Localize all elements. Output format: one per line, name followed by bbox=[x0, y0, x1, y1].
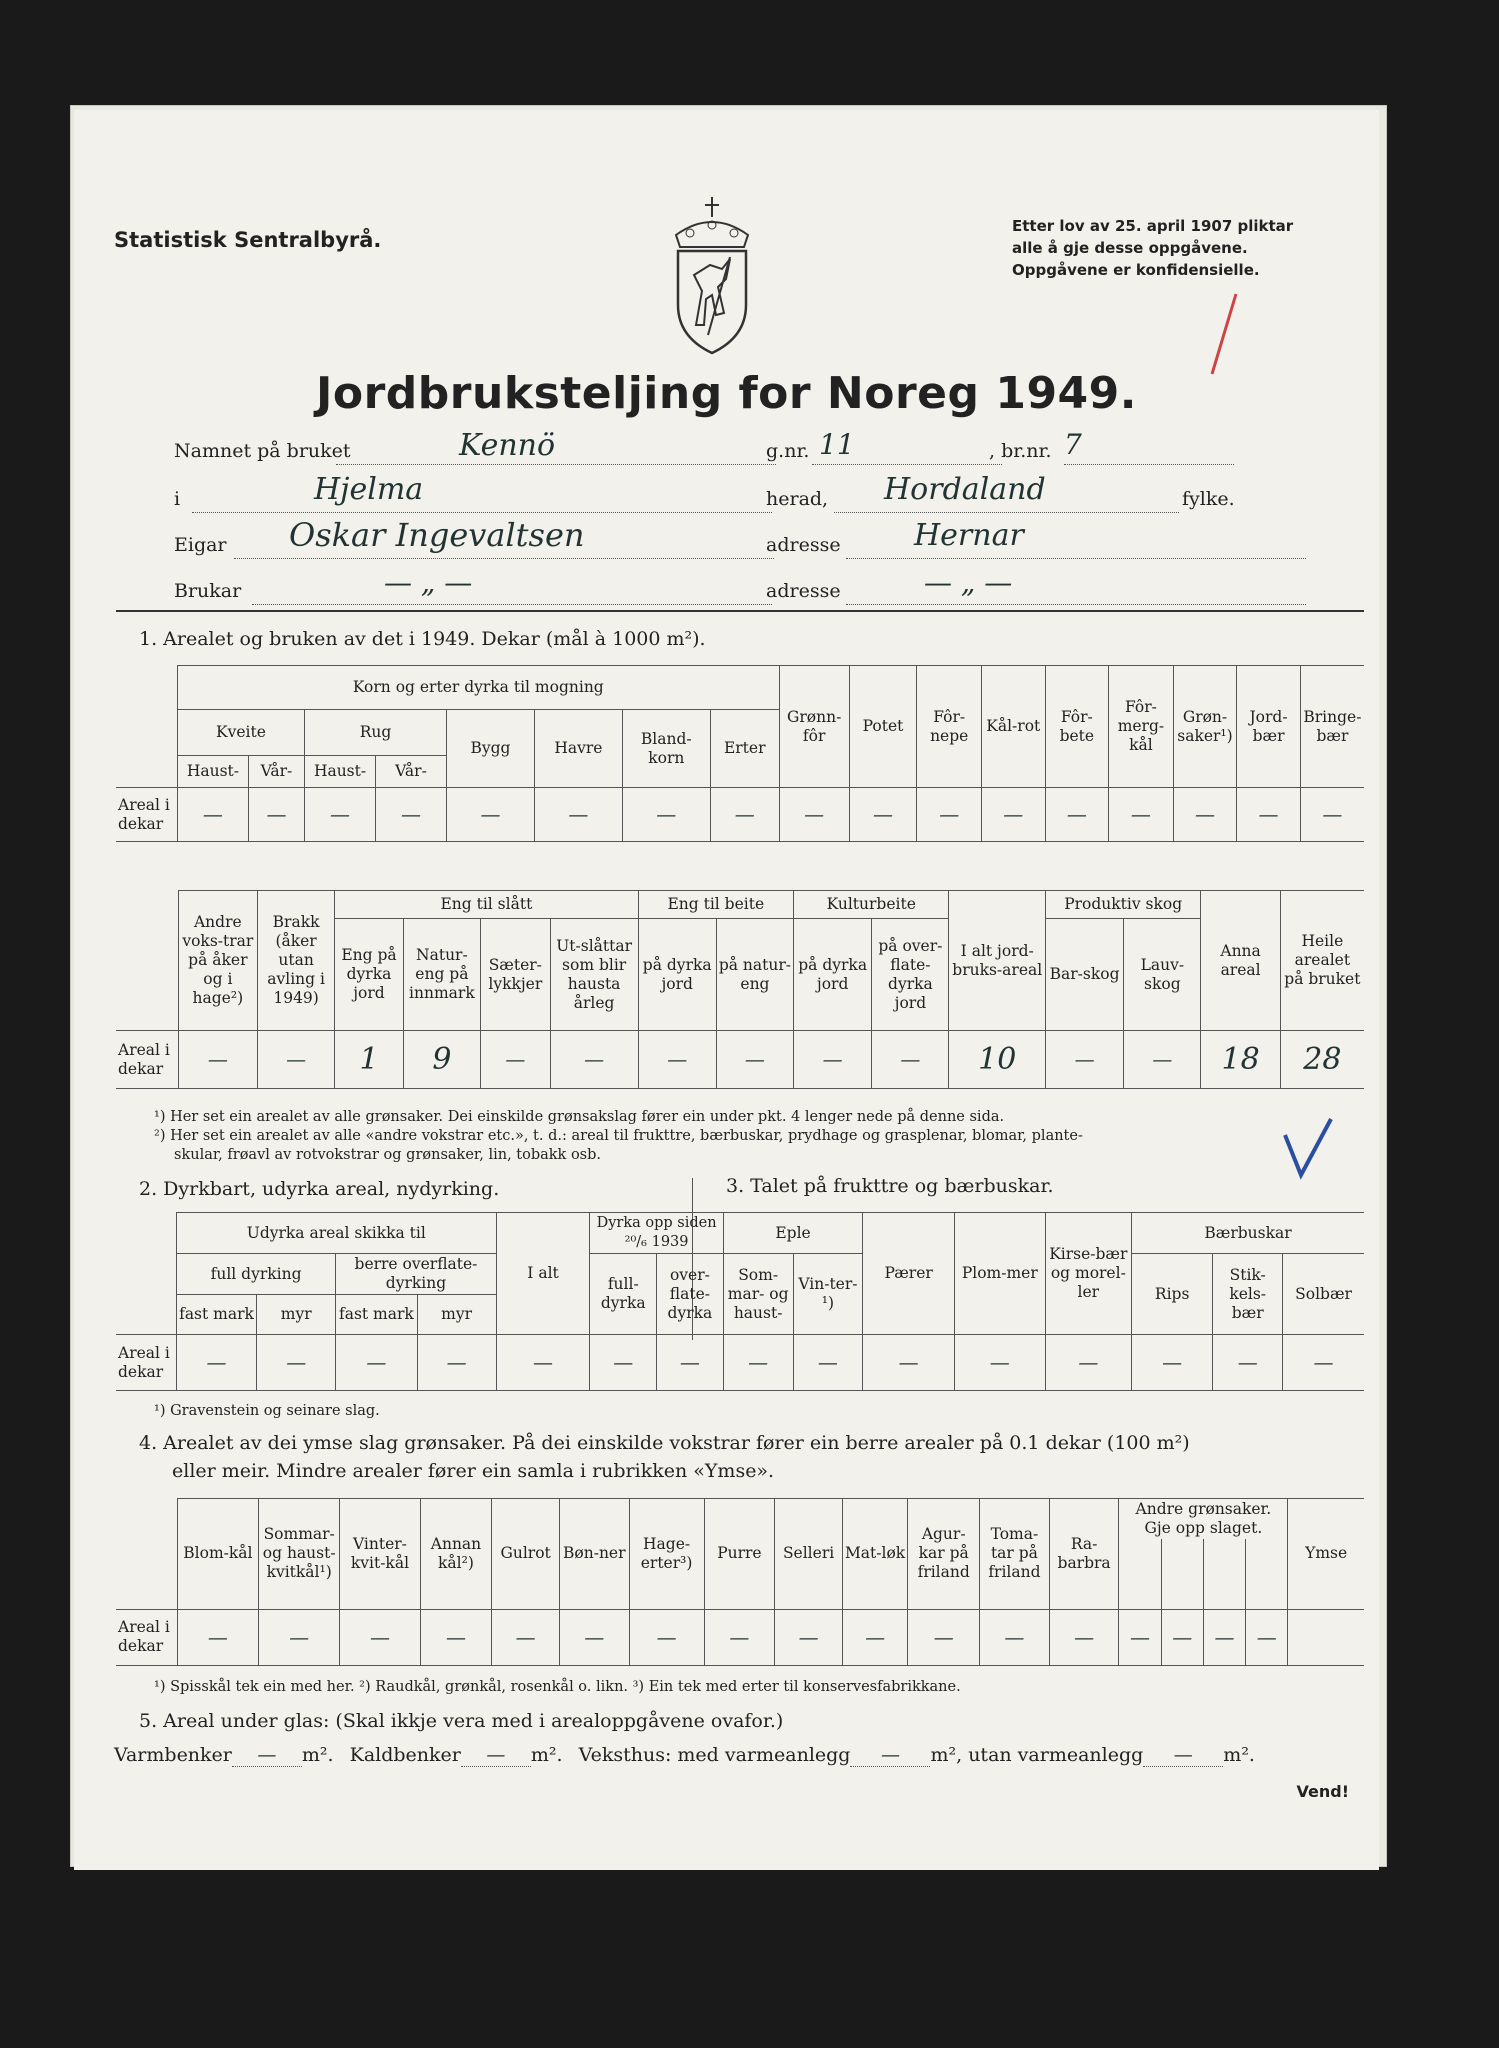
veksthus-utan-value: — bbox=[1143, 1744, 1223, 1767]
cell-value: — bbox=[842, 1609, 907, 1665]
cell-value: — bbox=[492, 1609, 560, 1665]
kaldbenker-label: Kaldbenker bbox=[349, 1744, 461, 1766]
col-sommar-kvitkal: Sommar-og haust-kvitkål¹) bbox=[259, 1499, 340, 1610]
cell-value: — bbox=[534, 788, 622, 842]
eigar-label: Eigar bbox=[174, 534, 227, 556]
cell-value: — bbox=[908, 1609, 980, 1665]
cell-value: — bbox=[257, 1335, 336, 1391]
col-kirsebaer: Kirse-bær og morel-ler bbox=[1045, 1213, 1131, 1335]
andre-gronsaker-header: Andre grønsaker. Gje opp slaget. bbox=[1119, 1499, 1288, 1540]
col-i-alt: I alt jord-bruks-areal bbox=[949, 891, 1045, 1031]
cell-value: — bbox=[1119, 1609, 1161, 1665]
i-label: i bbox=[174, 488, 181, 510]
bruk-field bbox=[336, 440, 776, 465]
brnr-field bbox=[1064, 440, 1234, 465]
footnote: ¹) Her set ein arealet av alle grønsaker. Dei einskilde grønsakslag fører ein under pkt. 4 lenger nede på denne sida. bbox=[154, 1109, 1005, 1125]
cell-value: — bbox=[1246, 1609, 1288, 1665]
brukar-value: — „ — bbox=[384, 566, 473, 599]
unit-m2: m². bbox=[301, 1744, 334, 1766]
section4-table bbox=[116, 1498, 1364, 1666]
col-bringebaer: Bringe-bær bbox=[1300, 666, 1364, 788]
col-kb-over: på over-flate-dyrka jord bbox=[872, 919, 949, 1031]
cell-value: — bbox=[417, 1335, 496, 1391]
col-eng-dyrka: Eng på dyrka jord bbox=[335, 919, 404, 1031]
col-myr: myr bbox=[417, 1295, 496, 1335]
col-blandkorn: Bland-korn bbox=[622, 710, 710, 788]
section4-heading: 4. Arealet av dei ymse slag grønsaker. På dei einskilde vokstrar fører ein berre arealer på 0.1 dekar (100 m²) bbox=[139, 1432, 1190, 1454]
section2-heading: 2. Dyrkbart, udyrka areal, nydyrking. bbox=[139, 1178, 500, 1200]
divider bbox=[116, 610, 1364, 612]
cell-value: — bbox=[1045, 788, 1109, 842]
herad-field bbox=[192, 488, 772, 513]
cell-value: — bbox=[723, 1335, 793, 1391]
cell-value: — bbox=[446, 788, 534, 842]
gnr-label: g.nr. bbox=[766, 440, 810, 462]
section1-table-land bbox=[116, 890, 1364, 1089]
col-sommar: Som-mar- og haust- bbox=[723, 1254, 793, 1335]
cell-value: — bbox=[176, 1335, 256, 1391]
col-vinter-kvitkal: Vinter-kvit-kål bbox=[340, 1499, 420, 1610]
cell-value: — bbox=[258, 1031, 335, 1089]
cell-value: — bbox=[704, 1609, 775, 1665]
adresse2-field bbox=[846, 580, 1306, 605]
col-gulrot: Gulrot bbox=[492, 1499, 560, 1610]
cell-value: — bbox=[622, 788, 710, 842]
blue-check-mark bbox=[1279, 1115, 1339, 1189]
cell-value: — bbox=[794, 1031, 872, 1089]
vend-note: Vend! bbox=[1296, 1782, 1349, 1801]
cell-value: — bbox=[1300, 788, 1364, 842]
col-hage-erter: Hage-erter³) bbox=[629, 1499, 704, 1610]
overflate-header: berre overflate-dyrking bbox=[336, 1254, 496, 1295]
col-selleri: Selleri bbox=[775, 1499, 843, 1610]
brnr-value: 7 bbox=[1064, 428, 1082, 461]
cell-value: — bbox=[1213, 1335, 1283, 1391]
cell-value: — bbox=[872, 1031, 949, 1089]
col-tomatar: Toma-tar på friland bbox=[980, 1499, 1050, 1610]
cell-value: — bbox=[420, 1609, 492, 1665]
cell-value: — bbox=[305, 788, 376, 842]
legal-notice bbox=[1012, 215, 1362, 281]
legal-notice-line: Etter lov av 25. april 1907 pliktar bbox=[1012, 217, 1294, 235]
cell-value: 10 bbox=[949, 1031, 1045, 1089]
col-fulldyrka: full-dyrka bbox=[590, 1254, 657, 1335]
cell-value: — bbox=[177, 1609, 258, 1665]
section5-heading: 5. Areal under glas: (Skal ikkje vera med i arealoppgåvene ovafor.) bbox=[139, 1710, 784, 1732]
col-forbete: Fôr-bete bbox=[1045, 666, 1109, 788]
col-fast-mark: fast mark bbox=[336, 1295, 417, 1335]
col-vinter: Vin-ter-¹) bbox=[793, 1254, 863, 1335]
col-solbaer: Solbær bbox=[1283, 1254, 1364, 1335]
full-dyrking-header: full dyrking bbox=[176, 1254, 335, 1295]
veksthus-label: Veksthus: med varmeanlegg bbox=[578, 1744, 851, 1766]
korn-header: Korn og erter dyrka til mogning bbox=[177, 666, 779, 710]
cell-value: — bbox=[376, 788, 447, 842]
cell-value: 28 bbox=[1280, 1031, 1364, 1089]
col-gronnfor: Grønn-fôr bbox=[779, 666, 849, 788]
col-beite-natur: på natur-eng bbox=[716, 919, 793, 1031]
col-kveite-haust: Haust- bbox=[177, 756, 248, 788]
gnr-value: 11 bbox=[819, 428, 855, 461]
cell-value: — bbox=[793, 1335, 863, 1391]
cell-value: — bbox=[550, 1031, 638, 1089]
cell-value: — bbox=[710, 788, 779, 842]
col-fast-mark: fast mark bbox=[176, 1295, 256, 1335]
cell-value: — bbox=[496, 1335, 590, 1391]
col-bygg: Bygg bbox=[446, 710, 534, 788]
veksthus-unit: m², utan varmeanlegg bbox=[930, 1744, 1144, 1766]
cell-value: — bbox=[775, 1609, 843, 1665]
cell-value: — bbox=[1132, 1335, 1213, 1391]
row-label-areal: Areal i dekar bbox=[116, 1609, 177, 1665]
bruk-value: Kennö bbox=[459, 428, 556, 463]
col-fornepe: Fôr-nepe bbox=[917, 666, 982, 788]
skog-header: Produktiv skog bbox=[1045, 891, 1200, 919]
cell-value: — bbox=[1161, 1609, 1203, 1665]
legal-notice-line: Oppgåvene er konfidensielle. bbox=[1012, 261, 1260, 279]
cell-value: — bbox=[1049, 1609, 1119, 1665]
col-blomkal: Blom-kål bbox=[177, 1499, 258, 1610]
page-title: Jordbruksteljing for Noreg 1949. bbox=[316, 368, 1137, 419]
col-kb-dyrka: på dyrka jord bbox=[794, 919, 872, 1031]
col-stikkelsbaer: Stik-kels-bær bbox=[1213, 1254, 1283, 1335]
coat-of-arms-icon bbox=[664, 195, 760, 359]
census-form bbox=[74, 110, 1379, 1870]
cell-value: 1 bbox=[335, 1031, 404, 1089]
cell-value: — bbox=[1045, 1031, 1123, 1089]
col-jordbaer: Jord-bær bbox=[1237, 666, 1301, 788]
col-plommer: Plom-mer bbox=[954, 1213, 1045, 1335]
adresse-label: adresse bbox=[766, 534, 841, 556]
cell-value: — bbox=[177, 788, 248, 842]
kaldbenker-value: — bbox=[461, 1744, 531, 1767]
cell-value: — bbox=[980, 1609, 1050, 1665]
brukar-field bbox=[252, 580, 772, 605]
cell-value: — bbox=[954, 1335, 1045, 1391]
footnote: skular, frøavl av rotvokstrar og grønsaker, lin, tobakk osb. bbox=[174, 1147, 602, 1163]
agency-name: Statistisk Sentralbyrå. bbox=[114, 228, 382, 252]
unit-m2: m². bbox=[530, 1744, 563, 1766]
cell-value: — bbox=[1045, 1335, 1131, 1391]
adresse-value: Hernar bbox=[914, 518, 1024, 553]
col-matlok: Mat-løk bbox=[842, 1499, 907, 1610]
cell-value: — bbox=[629, 1609, 704, 1665]
section5-row bbox=[114, 1744, 1255, 1767]
col-anna-areal: Anna areal bbox=[1201, 891, 1280, 1031]
section1-heading: 1. Arealet og bruken av det i 1949. Dekar (mål à 1000 m²). bbox=[139, 628, 706, 650]
cell-value: — bbox=[638, 1031, 716, 1089]
col-andre-vokstrar: Andre voks-trar på åker og i hage²) bbox=[178, 891, 257, 1031]
col-kveite: Kveite bbox=[177, 710, 304, 756]
eple-header: Eple bbox=[723, 1213, 863, 1254]
fylke-value: Hordaland bbox=[884, 472, 1046, 507]
legal-notice-line: alle å gje desse oppgåvene. bbox=[1012, 239, 1248, 257]
cell-value: — bbox=[590, 1335, 657, 1391]
col-rug-haust: Haust- bbox=[305, 756, 376, 788]
brnr-label: , br.nr. bbox=[989, 440, 1052, 462]
col-agurkar: Agur-kar på friland bbox=[908, 1499, 980, 1610]
col-ymse: Ymse bbox=[1288, 1499, 1364, 1610]
col-beite-dyrka: på dyrka jord bbox=[638, 919, 716, 1031]
herad-value: Hjelma bbox=[314, 472, 424, 507]
col-barskog: Bar-skog bbox=[1045, 919, 1123, 1031]
adresse2-value: — „ — bbox=[924, 566, 1013, 599]
eigar-value: Oskar Ingevaltsen bbox=[289, 516, 585, 554]
unit-m2: m². bbox=[1223, 1744, 1255, 1766]
cell-value: 18 bbox=[1201, 1031, 1280, 1089]
col-purre: Purre bbox=[704, 1499, 775, 1610]
veksthus-value: — bbox=[850, 1744, 930, 1767]
bruk-label: Namnet på bruket bbox=[174, 440, 351, 462]
cell-value: — bbox=[657, 1335, 724, 1391]
row-label-areal: Areal i dekar bbox=[116, 1031, 178, 1089]
col-potet: Potet bbox=[849, 666, 917, 788]
col-paerer: Pærer bbox=[863, 1213, 955, 1335]
cell-value bbox=[1288, 1609, 1364, 1665]
varmbenker-value: — bbox=[232, 1744, 302, 1767]
row-label-areal: Areal i dekar bbox=[116, 1335, 176, 1391]
section1-table-crops bbox=[116, 665, 1364, 842]
col-rabarbra: Ra-barbra bbox=[1049, 1499, 1119, 1610]
cell-value: — bbox=[1109, 788, 1174, 842]
col-havre: Havre bbox=[534, 710, 622, 788]
cell-value: — bbox=[1283, 1335, 1364, 1391]
col-rug-vaar: Vår- bbox=[376, 756, 447, 788]
col-rips: Rips bbox=[1132, 1254, 1213, 1335]
cell-value: — bbox=[1124, 1031, 1201, 1089]
kulturbeite-header: Kulturbeite bbox=[794, 891, 949, 919]
col-kalrot: Kål-rot bbox=[982, 666, 1046, 788]
col-naturleg: Natur-eng på innmark bbox=[403, 919, 480, 1031]
cell-value: — bbox=[480, 1031, 550, 1089]
col-lauvskog: Lauv-skog bbox=[1124, 919, 1201, 1031]
col-myr: myr bbox=[257, 1295, 336, 1335]
herad-label: herad, bbox=[766, 488, 829, 510]
col-brakk: Brakk (åker utan avling i 1949) bbox=[258, 891, 335, 1031]
row-label-areal: Areal i dekar bbox=[116, 788, 177, 842]
brukar-label: Brukar bbox=[174, 580, 242, 602]
col-formergkal: Fôr-merg-kål bbox=[1109, 666, 1174, 788]
cell-value: — bbox=[1173, 788, 1237, 842]
udyrka-header: Udyrka areal skikka til bbox=[176, 1213, 496, 1254]
cell-value: — bbox=[259, 1609, 340, 1665]
fylke-label: fylke. bbox=[1182, 488, 1235, 510]
cell-value: — bbox=[863, 1335, 955, 1391]
cell-value: — bbox=[178, 1031, 257, 1089]
cell-value: — bbox=[716, 1031, 793, 1089]
col-rug: Rug bbox=[305, 710, 447, 756]
section3-heading: 3. Talet på frukttre og bærbuskar. bbox=[726, 1175, 1054, 1197]
col-erter: Erter bbox=[710, 710, 779, 788]
col-annan-kal: Annan kål²) bbox=[420, 1499, 492, 1610]
cell-value: 9 bbox=[403, 1031, 480, 1089]
col-kveite-vaar: Vår- bbox=[248, 756, 304, 788]
dyrka-opp-header: Dyrka opp siden ²⁰/₆ 1939 bbox=[590, 1213, 723, 1254]
footnote: ¹) Spisskål tek ein med her. ²) Raudkål, grønkål, rosenkål o. likn. ³) Ein tek med erter til konservesfabrikkane. bbox=[154, 1679, 961, 1695]
eng-slatt-header: Eng til slått bbox=[335, 891, 638, 919]
col-overflatedyrka: over-flate-dyrka bbox=[657, 1254, 724, 1335]
adresse2-label: adresse bbox=[766, 580, 841, 602]
cell-value: — bbox=[982, 788, 1046, 842]
cell-value: — bbox=[917, 788, 982, 842]
col-i-alt: I alt bbox=[496, 1213, 590, 1335]
section4-heading-cont: eller meir. Mindre arealer fører ein samla i rubrikken «Ymse». bbox=[172, 1460, 775, 1482]
col-utslattar: Ut-slåttar som blir hausta årleg bbox=[550, 919, 638, 1031]
section2-3-table bbox=[116, 1212, 1364, 1391]
col-bonner: Bøn-ner bbox=[559, 1499, 629, 1610]
cell-value: — bbox=[1203, 1609, 1245, 1665]
cell-value: — bbox=[559, 1609, 629, 1665]
eng-beite-header: Eng til beite bbox=[638, 891, 793, 919]
col-heile: Heile arealet på bruket bbox=[1280, 891, 1364, 1031]
varmbenker-label: Varmbenker bbox=[114, 1744, 232, 1766]
footnote: ²) Her set ein arealet av alle «andre vokstrar etc.», t. d.: areal til frukttre, bærbuskar, prydhage og grasplenar, blomar, plante- bbox=[154, 1128, 1083, 1144]
col-gronsaker: Grøn-saker¹) bbox=[1173, 666, 1237, 788]
cell-value: — bbox=[340, 1609, 420, 1665]
cell-value: — bbox=[849, 788, 917, 842]
footnote: ¹) Gravenstein og seinare slag. bbox=[154, 1403, 380, 1419]
baerbuskar-header: Bærbuskar bbox=[1132, 1213, 1364, 1254]
cell-value: — bbox=[336, 1335, 417, 1391]
cell-value: — bbox=[1237, 788, 1301, 842]
cell-value: — bbox=[779, 788, 849, 842]
cell-value: — bbox=[248, 788, 304, 842]
col-saeter: Sæter-lykkjer bbox=[480, 919, 550, 1031]
